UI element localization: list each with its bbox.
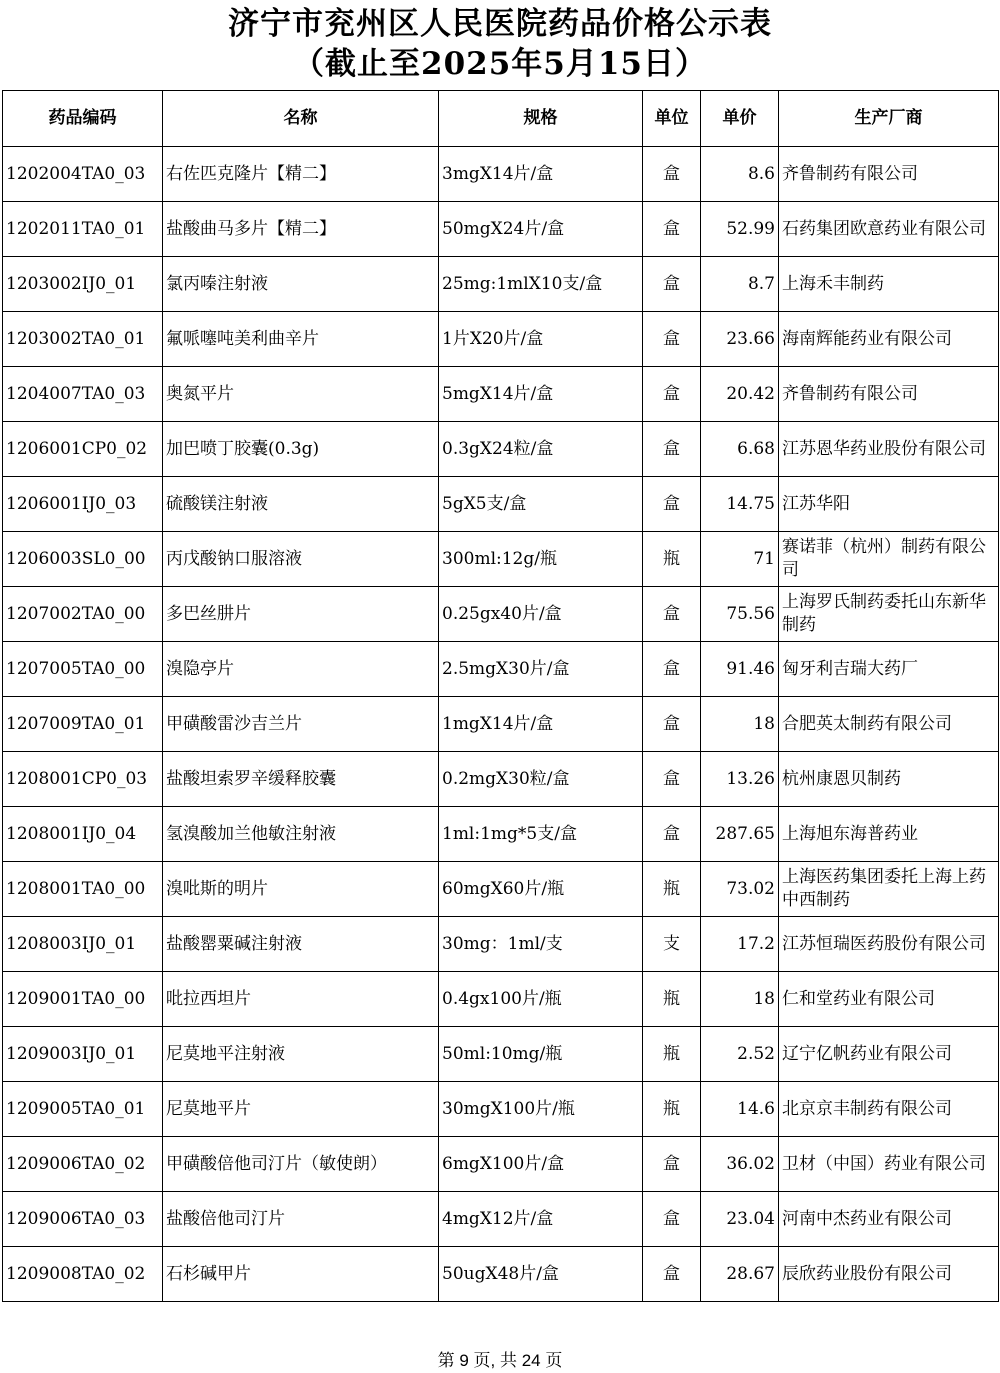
drug-spec-cell: 4mgX12片/盒: [439, 1192, 643, 1247]
drug-maker-cell: 匈牙利吉瑞大药厂: [779, 642, 999, 697]
drug-price-cell: 73.02: [701, 862, 779, 917]
drug-spec-cell: 3mgX14片/盒: [439, 147, 643, 202]
drug-price-cell: 8.7: [701, 257, 779, 312]
drug-unit-cell: 瓶: [643, 532, 701, 587]
drug-spec-cell: 1片X20片/盒: [439, 312, 643, 367]
drug-unit-cell: 瓶: [643, 862, 701, 917]
drug-code-cell: 1202004TA0_03: [3, 147, 163, 202]
drug-price-cell: 36.02: [701, 1137, 779, 1192]
drug-unit-cell: 盒: [643, 1192, 701, 1247]
drug-spec-cell: 0.4gx100片/瓶: [439, 972, 643, 1027]
table-row: [3, 367, 999, 422]
drug-price-cell: 14.75: [701, 477, 779, 532]
drug-name-cell: 加巴喷丁胶囊(0.3g): [163, 422, 439, 477]
drug-code-cell: 1207002TA0_00: [3, 587, 163, 642]
drug-maker-cell: 海南辉能药业有限公司: [779, 312, 999, 367]
header-unit: 单位: [643, 91, 701, 147]
drug-name-cell: 右佐匹克隆片【精二】: [163, 147, 439, 202]
drug-spec-cell: 1mgX14片/盒: [439, 697, 643, 752]
table-body: [3, 147, 999, 1302]
drug-spec-cell: 300ml:12g/瓶: [439, 532, 643, 587]
drug-code-cell: 1206003SL0_00: [3, 532, 163, 587]
drug-name-cell: 丙戊酸钠口服溶液: [163, 532, 439, 587]
drug-price-cell: 28.67: [701, 1247, 779, 1302]
table-row: [3, 697, 999, 752]
drug-name-cell: 氯丙嗪注射液: [163, 257, 439, 312]
table-row: [3, 147, 999, 202]
table-row: [3, 532, 999, 587]
drug-maker-cell: 卫材（中国）药业有限公司: [779, 1137, 999, 1192]
drug-code-cell: 1208001TA0_00: [3, 862, 163, 917]
drug-unit-cell: 盒: [643, 147, 701, 202]
drug-price-cell: 6.68: [701, 422, 779, 477]
drug-maker-cell: 石药集团欧意药业有限公司: [779, 202, 999, 257]
table-row: [3, 862, 999, 917]
header-spec: 规格: [439, 91, 643, 147]
drug-price-cell: 91.46: [701, 642, 779, 697]
drug-name-cell: 石杉碱甲片: [163, 1247, 439, 1302]
drug-code-cell: 1209006TA0_03: [3, 1192, 163, 1247]
drug-code-cell: 1203002IJ0_01: [3, 257, 163, 312]
drug-price-cell: 2.52: [701, 1027, 779, 1082]
drug-code-cell: 1209001TA0_00: [3, 972, 163, 1027]
drug-maker-cell: 上海旭东海普药业: [779, 807, 999, 862]
drug-price-cell: 71: [701, 532, 779, 587]
page-subtitle-date: （截止至2025年5月15日）: [293, 46, 707, 82]
drug-maker-cell: 江苏华阳: [779, 477, 999, 532]
drug-price-cell: 13.26: [701, 752, 779, 807]
drug-unit-cell: 盒: [643, 477, 701, 532]
drug-unit-cell: 瓶: [643, 1027, 701, 1082]
drug-unit-cell: 支: [643, 917, 701, 972]
drug-unit-cell: 盒: [643, 422, 701, 477]
page-title: 济宁市兖州区人民医院药品价格公示表: [228, 6, 772, 42]
table-row: [3, 752, 999, 807]
drug-name-cell: 尼莫地平注射液: [163, 1027, 439, 1082]
drug-spec-cell: 2.5mgX30片/盒: [439, 642, 643, 697]
drug-maker-cell: 杭州康恩贝制药: [779, 752, 999, 807]
drug-unit-cell: 盒: [643, 202, 701, 257]
drug-maker-cell: 北京京丰制药有限公司: [779, 1082, 999, 1137]
drug-unit-cell: 盒: [643, 1137, 701, 1192]
drug-unit-cell: 盒: [643, 807, 701, 862]
header-name: 名称: [163, 91, 439, 147]
header-code: 药品编码: [3, 91, 163, 147]
drug-maker-cell: 上海禾丰制药: [779, 257, 999, 312]
drug-maker-cell: 上海医药集团委托上海上药中西制药: [779, 862, 999, 917]
table-header-row: [3, 91, 999, 147]
drug-unit-cell: 盒: [643, 312, 701, 367]
drug-maker-cell: 仁和堂药业有限公司: [779, 972, 999, 1027]
drug-price-cell: 18: [701, 972, 779, 1027]
drug-code-cell: 1209006TA0_02: [3, 1137, 163, 1192]
drug-spec-cell: 30mgX100片/瓶: [439, 1082, 643, 1137]
drug-spec-cell: 1ml:1mg*5支/盒: [439, 807, 643, 862]
table-row: [3, 642, 999, 697]
drug-maker-cell: 河南中杰药业有限公司: [779, 1192, 999, 1247]
drug-code-cell: 1208001IJ0_04: [3, 807, 163, 862]
page-number: 第 9 页, 共 24 页: [437, 1351, 563, 1370]
drug-name-cell: 多巴丝肼片: [163, 587, 439, 642]
drug-spec-cell: 0.3gX24粒/盒: [439, 422, 643, 477]
drug-maker-cell: 江苏恩华药业股份有限公司: [779, 422, 999, 477]
drug-name-cell: 甲磺酸倍他司汀片（敏使朗）: [163, 1137, 439, 1192]
drug-spec-cell: 50ugX48片/盒: [439, 1247, 643, 1302]
drug-maker-cell: 上海罗氏制药委托山东新华制药: [779, 587, 999, 642]
drug-spec-cell: 0.2mgX30粒/盒: [439, 752, 643, 807]
drug-price-cell: 52.99: [701, 202, 779, 257]
drug-code-cell: 1208003IJ0_01: [3, 917, 163, 972]
drug-unit-cell: 盒: [643, 367, 701, 422]
table-row: [3, 202, 999, 257]
drug-unit-cell: 盒: [643, 642, 701, 697]
drug-maker-cell: 齐鲁制药有限公司: [779, 147, 999, 202]
drug-spec-cell: 5gX5支/盒: [439, 477, 643, 532]
drug-price-cell: 75.56: [701, 587, 779, 642]
table-row: [3, 1082, 999, 1137]
table-row: [3, 422, 999, 477]
table-row: [3, 257, 999, 312]
drug-unit-cell: 盒: [643, 697, 701, 752]
drug-price-cell: 17.2: [701, 917, 779, 972]
drug-code-cell: 1204007TA0_03: [3, 367, 163, 422]
drug-unit-cell: 瓶: [643, 1082, 701, 1137]
drug-spec-cell: 0.25gx40片/盒: [439, 587, 643, 642]
drug-name-cell: 吡拉西坦片: [163, 972, 439, 1027]
table-row: [3, 1027, 999, 1082]
table-row: [3, 807, 999, 862]
drug-unit-cell: 瓶: [643, 972, 701, 1027]
drug-price-cell: 18: [701, 697, 779, 752]
drug-name-cell: 盐酸罂粟碱注射液: [163, 917, 439, 972]
table-row: [3, 917, 999, 972]
table-row: [3, 972, 999, 1027]
drug-price-cell: 23.04: [701, 1192, 779, 1247]
drug-spec-cell: 30mg：1ml/支: [439, 917, 643, 972]
drug-price-cell: 20.42: [701, 367, 779, 422]
table-row: [3, 1192, 999, 1247]
drug-unit-cell: 盒: [643, 1247, 701, 1302]
drug-name-cell: 甲磺酸雷沙吉兰片: [163, 697, 439, 752]
drug-maker-cell: 齐鲁制药有限公司: [779, 367, 999, 422]
drug-name-cell: 硫酸镁注射液: [163, 477, 439, 532]
drug-spec-cell: 60mgX60片/瓶: [439, 862, 643, 917]
drug-price-cell: 14.6: [701, 1082, 779, 1137]
drug-code-cell: 1209003IJ0_01: [3, 1027, 163, 1082]
drug-unit-cell: 盒: [643, 587, 701, 642]
drug-name-cell: 氢溴酸加兰他敏注射液: [163, 807, 439, 862]
drug-maker-cell: 辰欣药业股份有限公司: [779, 1247, 999, 1302]
table-row: [3, 1247, 999, 1302]
drug-code-cell: 1209005TA0_01: [3, 1082, 163, 1137]
drug-maker-cell: 赛诺菲（杭州）制药有限公司: [779, 532, 999, 587]
drug-code-cell: 1207005TA0_00: [3, 642, 163, 697]
drug-spec-cell: 50mgX24片/盒: [439, 202, 643, 257]
drug-maker-cell: 辽宁亿帆药业有限公司: [779, 1027, 999, 1082]
drug-code-cell: 1208001CP0_03: [3, 752, 163, 807]
drug-name-cell: 盐酸曲马多片【精二】: [163, 202, 439, 257]
table-row: [3, 312, 999, 367]
drug-maker-cell: 江苏恒瑞医药股份有限公司: [779, 917, 999, 972]
header-price: 单价: [701, 91, 779, 147]
drug-code-cell: 1203002TA0_01: [3, 312, 163, 367]
drug-name-cell: 奥氮平片: [163, 367, 439, 422]
drug-name-cell: 尼莫地平片: [163, 1082, 439, 1137]
drug-price-cell: 23.66: [701, 312, 779, 367]
table-row: [3, 477, 999, 532]
drug-spec-cell: 6mgX100片/盒: [439, 1137, 643, 1192]
drug-code-cell: 1209008TA0_02: [3, 1247, 163, 1302]
drug-maker-cell: 合肥英太制药有限公司: [779, 697, 999, 752]
drug-name-cell: 溴吡斯的明片: [163, 862, 439, 917]
drug-name-cell: 盐酸倍他司汀片: [163, 1192, 439, 1247]
drug-spec-cell: 25mg:1mlX10支/盒: [439, 257, 643, 312]
drug-price-cell: 8.6: [701, 147, 779, 202]
table-row: [3, 1137, 999, 1192]
drug-code-cell: 1206001CP0_02: [3, 422, 163, 477]
drug-unit-cell: 盒: [643, 257, 701, 312]
drug-name-cell: 氟哌噻吨美利曲辛片: [163, 312, 439, 367]
drug-spec-cell: 5mgX14片/盒: [439, 367, 643, 422]
drug-code-cell: 1202011TA0_01: [3, 202, 163, 257]
drug-price-table: [2, 90, 999, 1302]
drug-code-cell: 1207009TA0_01: [3, 697, 163, 752]
drug-unit-cell: 盒: [643, 752, 701, 807]
table-row: [3, 587, 999, 642]
drug-name-cell: 溴隐亭片: [163, 642, 439, 697]
drug-name-cell: 盐酸坦索罗辛缓释胶囊: [163, 752, 439, 807]
drug-spec-cell: 50ml:10mg/瓶: [439, 1027, 643, 1082]
header-maker: 生产厂商: [779, 91, 999, 147]
drug-price-cell: 287.65: [701, 807, 779, 862]
drug-code-cell: 1206001IJ0_03: [3, 477, 163, 532]
